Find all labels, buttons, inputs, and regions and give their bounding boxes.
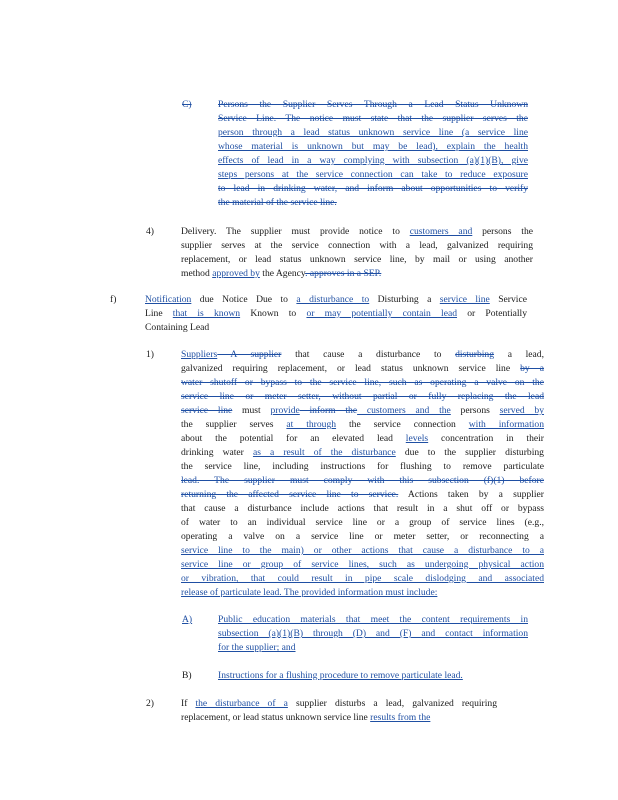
- text-line: [181, 516, 544, 530]
- text-line: [181, 558, 544, 572]
- inserted-text: effects of lead in a way complying with subsection (a)(1)(B), give: [218, 155, 528, 166]
- text-line: [218, 196, 528, 210]
- inserted-text: approved by: [212, 268, 260, 279]
- inserted-text: at through: [286, 419, 337, 430]
- inserted-text: levels: [405, 433, 429, 444]
- text-run: persons the: [472, 226, 533, 237]
- text-run: supplier serves at the service connection with a lead, galvanized requiring: [181, 240, 533, 251]
- inserted-text: Suppliers: [181, 349, 218, 360]
- inserted-text: customers and the: [357, 405, 451, 416]
- text-run: or Potentially: [457, 308, 528, 319]
- text-line: [181, 239, 533, 253]
- text-line: [218, 627, 528, 641]
- item-a-label: A): [182, 614, 193, 625]
- inserted-text: the disturbance of a: [195, 698, 288, 709]
- text-run: that cause a disturbance include actions that result in a shut off or bypass: [181, 503, 544, 514]
- inserted-text: or may potentially contain lead: [306, 308, 458, 319]
- text-line: [181, 404, 544, 418]
- text-line: [181, 225, 533, 239]
- deleted-text: disturbing: [455, 349, 495, 360]
- text-run: Disturbing a: [369, 294, 440, 305]
- text-run: a lead,: [494, 349, 545, 360]
- deleted-text: . approves in a SEP.: [305, 268, 382, 279]
- item-c-label: C): [182, 99, 192, 110]
- inserted-text: whose material is unknown but may be lead), explain the health: [218, 141, 528, 152]
- inserted-text: for the supplier; and: [218, 642, 296, 653]
- text-line: [181, 460, 544, 474]
- deleted-text: inform the: [299, 405, 358, 416]
- text-line: [181, 530, 544, 544]
- inserted-text: release of particulate lead. The provided information must include:: [181, 587, 438, 598]
- inserted-text: or vibration, that could result in pipe scale dislodging and associated: [181, 573, 544, 584]
- text-line: [181, 572, 544, 586]
- text-run: concentration in their: [428, 433, 544, 444]
- text-run: must: [232, 405, 271, 416]
- deleted-text: returning the affected service line to service.: [181, 489, 399, 500]
- text-line: [218, 669, 522, 683]
- text-line: [218, 154, 528, 168]
- deleted-text: Persons the Supplier Serves Through a Lead Status Unknown: [218, 99, 528, 110]
- text-line: [145, 293, 527, 307]
- inserted-text: service line to the main) or other actions that cause a disturbance to a: [181, 545, 544, 556]
- text-line: [181, 711, 497, 725]
- text-line: [218, 126, 528, 140]
- text-line: [218, 98, 528, 112]
- text-run: persons: [450, 405, 500, 416]
- inserted-text: as a result of the disturbance: [252, 447, 396, 458]
- item-4-paragraph: [181, 225, 533, 281]
- text-line: [218, 168, 528, 182]
- text-run: replacement, or lead status unknown service line, by mail or using another: [181, 254, 533, 265]
- text-run: drinking water: [181, 447, 253, 458]
- deleted-text: water shutoff or bypass to the service line, such as operating a valve on the: [181, 377, 544, 388]
- item-4-label: 4): [146, 226, 154, 237]
- text-run: Delivery. The supplier must provide notice to: [181, 226, 410, 237]
- text-line: [218, 140, 528, 154]
- deleted-text: Service Line. The notice must state that the supplier serves the: [218, 113, 528, 124]
- text-run: the service connection: [336, 419, 469, 430]
- inserted-text: service line or group of service lines, such as undergoing physical action: [181, 559, 544, 570]
- text-run: galvanized requiring replacement, or lead status unknown service line: [181, 363, 521, 374]
- item-f1-label: 1): [146, 349, 154, 360]
- text-run: that cause a disturbance to: [281, 349, 456, 360]
- inserted-text: results from the: [370, 712, 431, 723]
- inserted-text: Notification: [145, 294, 192, 305]
- inserted-text: served by: [499, 405, 545, 416]
- inserted-text: provide: [270, 405, 300, 416]
- text-line: [181, 390, 544, 404]
- inserted-text: that is known: [172, 308, 241, 319]
- inserted-text: person through a lead status unknown service line (a service line: [218, 127, 528, 138]
- inserted-text: with information: [468, 419, 544, 430]
- deleted-text: by a: [520, 363, 544, 374]
- text-run: about the potential for an elevated lead: [181, 433, 406, 444]
- item-f2-paragraph: [181, 697, 497, 725]
- inserted-text: steps persons at the service connection can take to reduce exposure: [218, 169, 528, 180]
- text-line: [218, 112, 528, 126]
- text-run: operating a valve on a service line or meter setter, or reconnecting a: [181, 531, 544, 542]
- inserted-text: a disturbance to: [296, 294, 370, 305]
- text-run: the service line, including instructions for flushing to remove particulate: [181, 461, 544, 472]
- text-line: [181, 697, 497, 711]
- text-line: [145, 321, 527, 335]
- item-b-paragraph: [218, 669, 522, 683]
- text-run: the Agency: [259, 268, 306, 279]
- deleted-text: service line or meter setter, without partial or fully replacing the lead: [181, 391, 544, 402]
- deleted-text: the material of the service line.: [218, 197, 337, 208]
- text-line: [218, 613, 528, 627]
- text-line: [181, 586, 544, 600]
- text-run: Service: [489, 294, 527, 305]
- inserted-text: subsection (a)(1)(B) through (D) and (F) and contact information: [218, 628, 528, 639]
- text-run: Actions taken by a supplier: [398, 489, 544, 500]
- item-f1-paragraph: [181, 348, 544, 600]
- text-run: replacement, or lead status unknown service line: [181, 712, 371, 723]
- inserted-text: service line: [439, 294, 490, 305]
- text-run: If: [181, 698, 196, 709]
- deleted-text: service line: [181, 405, 233, 416]
- text-run: supplier disturbs a lead, galvanized requiring: [287, 698, 497, 709]
- text-line: [218, 641, 528, 655]
- text-line: [181, 267, 533, 281]
- text-run: Line: [145, 308, 173, 319]
- text-line: [181, 253, 533, 267]
- text-line: [181, 446, 544, 460]
- inserted-text: Public education materials that meet the content requirements in: [218, 614, 528, 625]
- text-line: [181, 544, 544, 558]
- text-run: method: [181, 268, 213, 279]
- text-line: [181, 362, 544, 376]
- text-line: [181, 348, 544, 362]
- text-run: of water to an individual service line or a group of service lines (e.g.,: [181, 517, 544, 528]
- inserted-text: customers and: [409, 226, 473, 237]
- deleted-text: to lead in drinking water, and inform about opportunities to verify: [218, 183, 528, 194]
- item-c-paragraph: [218, 98, 528, 210]
- text-line: [181, 474, 544, 488]
- item-f-paragraph: [145, 293, 527, 335]
- text-run: Containing Lead: [145, 322, 210, 333]
- text-line: [145, 307, 527, 321]
- text-line: [181, 502, 544, 516]
- text-run: Known to: [240, 308, 307, 319]
- text-line: [218, 182, 528, 196]
- inserted-text: Instructions for a flushing procedure to remove particulate lead.: [218, 670, 463, 681]
- text-run: due to the supplier disturbing: [395, 447, 544, 458]
- text-line: [181, 432, 544, 446]
- text-line: [181, 488, 544, 502]
- deleted-text: A supplier: [217, 349, 282, 360]
- item-b-label: B): [182, 670, 192, 681]
- item-f2-label: 2): [146, 698, 154, 709]
- item-a-paragraph: [218, 613, 528, 655]
- text-run: due Notice Due to: [191, 294, 297, 305]
- deleted-text: lead. The supplier must comply with this subsection (f)(1) before: [181, 475, 544, 486]
- text-line: [181, 418, 544, 432]
- text-run: the supplier serves: [181, 419, 287, 430]
- item-f-label: f): [110, 294, 117, 305]
- text-line: [181, 376, 544, 390]
